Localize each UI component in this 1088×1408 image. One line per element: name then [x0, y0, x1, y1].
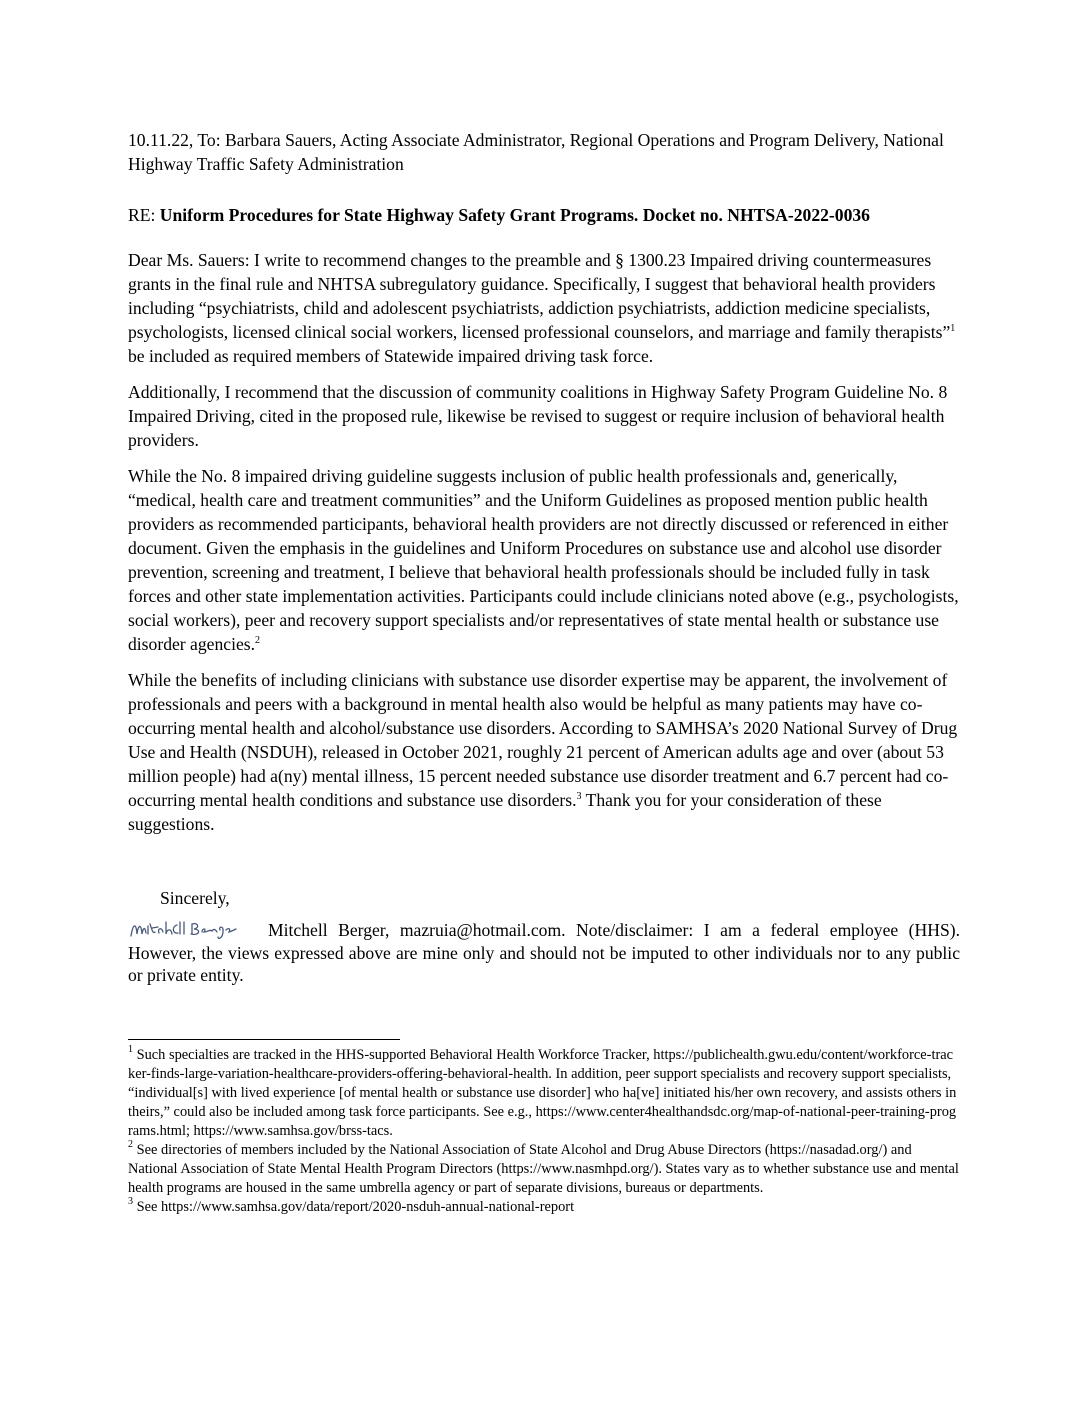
letter-body — [128, 248, 960, 848]
handwritten-signature — [128, 916, 260, 942]
footnote-number: 2 — [128, 1139, 133, 1150]
closing: Sincerely, — [160, 888, 230, 908]
paragraph-3 — [128, 464, 960, 656]
footnote-ref-1[interactable]: 1 — [950, 323, 956, 334]
paragraph-3-text: While the No. 8 impaired driving guideline suggests inclusion of public health professionals and, generically, “medical, health care and treatment communities” and the Uniform Guidelines as proposed mention public health providers as recommended participants, behavioral health providers are not directly discussed or referenced in either document. Given the emphasis in the guidelines and Uniform Procedures on substance use and alcohol use disorder prevention, screening and treatment, I believe that behavioral health professionals should be included fully in task forces and other state implementation activities. Participants could include clinicians noted above (e.g., psychologists, social workers), peer and recovery support specialists and/or representatives of state mental health or substance use disorder agencies. — [128, 466, 959, 654]
paragraph-4 — [128, 668, 960, 836]
paragraph-4-text-a: While the benefits of including clinicians with substance use disorder expertise may be apparent, the involvement of professionals and peers with a background in mental health also would be helpful as many patients may have co-occurring mental health and alcohol/substance use disorders. According to SAMHSA’s 2020 National Survey of Drug Use and Health (NSDUH), released in October 2021, roughly 21 percent of American adults age and over (about 53 million people) had a(ny) mental illness, 15 percent needed substance use disorder treatment and 6.7 percent had co-occurring mental health conditions and substance use disorders. — [128, 670, 958, 810]
paragraph-1-text-a: Dear Ms. Sauers: I write to recommend changes to the preamble and § 1300.23 Impaired driving countermeasures grants in the final rule and NHTSA subregulatory guidance. Specifically, I suggest that behavioral health providers including “psychiatrists, child and adolescent psychiatrists, addiction psychiatrists, addiction medicine specialists, psychologists, licensed clinical social workers, licensed professional counselors, and marriage and family therapists” — [128, 250, 951, 342]
footnote-text: See https://www.samhsa.gov/data/report/2020-nsduh-annual-national-report — [133, 1199, 575, 1215]
footnote-3 — [128, 1198, 960, 1217]
header-line: 10.11.22, To: Barbara Sauers, Acting Associate Administrator, Regional Operations and Program Delivery, National Highway Traffic Safety Administration — [128, 130, 944, 174]
paragraph-4-text-b: Thank you for your consideration of these suggestions. — [128, 790, 882, 834]
signature-block — [128, 916, 960, 986]
footnote-number: 3 — [128, 1196, 133, 1207]
paragraph-1-text-b: be included as required members of Statewide impaired driving task force. — [128, 346, 654, 366]
re-line — [128, 203, 960, 239]
paragraph-1 — [128, 248, 960, 368]
footnote-number: 1 — [128, 1044, 133, 1055]
re-subject: Uniform Procedures for State Highway Safety Grant Programs. Docket no. NHTSA-2022-0036 — [159, 205, 870, 225]
footnote-ref-3[interactable]: 3 — [576, 791, 582, 802]
footnote-ref-2[interactable]: 2 — [255, 635, 261, 646]
letter-header — [128, 128, 960, 188]
signature-line: Mitchell Berger, mazruia@hotmail.com. Note/disclaimer: I am a federal employee (HHS). However, the views expressed above are mine only and should not be imputed to other individuals nor to any public or private entity. — [128, 920, 960, 985]
footnote-1 — [128, 1046, 960, 1141]
footnote-2 — [128, 1141, 960, 1198]
footnote-text: Such specialties are tracked in the HHS-supported Behavioral Health Workforce Tracker, https://publichealth.gwu.edu/content/workforce-tracker-finds-large-variation-healthcare-providers-offering-behavioral-health. In addition, peer support specialists and recovery support specialists, “individual[s] with lived experience [of mental health or substance use disorder] who ha[ve] initiated his/her own recovery, and assists others in theirs,” could also be included among task force participants. See e.g., https://www.center4healthandsdc.org/map-of-national-peer-training-programs.html; https://www.samhsa.gov/brss-tacs. — [128, 1047, 957, 1139]
re-prefix: RE: — [128, 205, 160, 225]
footnote-text: See directories of members included by the National Association of State Alcohol and Drug Abuse Directors (https://nasadad.org/) and National Association of State Mental Health Program Directors (https://www.nasmhpd.org/). States vary as to whether substance use and mental health programs are housed in the same umbrella agency or part of separate divisions, bureaus or departments. — [128, 1142, 959, 1196]
footnotes — [128, 1046, 960, 1217]
footnote-divider — [128, 1039, 400, 1040]
paragraph-2: Additionally, I recommend that the discussion of community coalitions in Highway Safety Program Guideline No. 8 Impaired Driving, cited in the proposed rule, likewise be revised to suggest or require inclusion of behavioral health providers. — [128, 382, 948, 450]
